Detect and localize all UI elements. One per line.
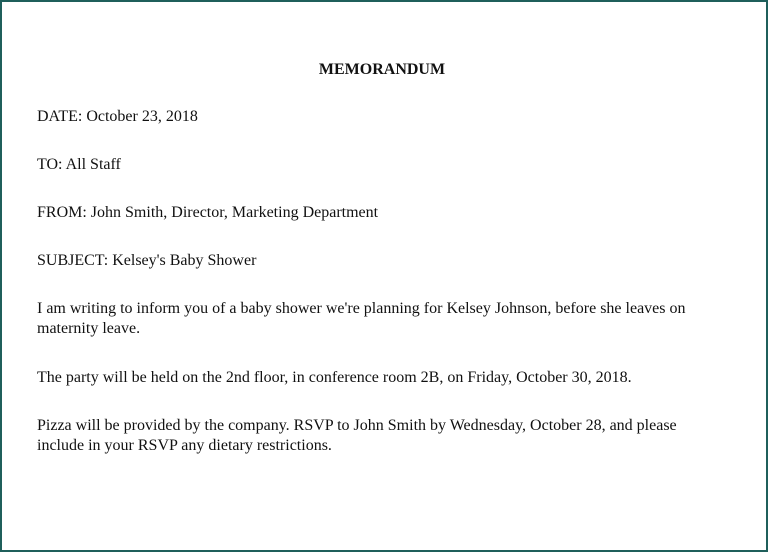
memo-content [37,60,727,485]
memo-title: MEMORANDUM [318,61,446,78]
memo-subject-line: SUBJECT: Kelsey's Baby Shower [37,252,257,269]
memo-paragraph-intro: I am writing to inform you of a baby shower we're planning for Kelsey Johnson, before she leaves on maternity leave. [37,300,686,337]
memo-date-line: DATE: October 23, 2018 [37,108,198,125]
memo-paragraph-rsvp: Pizza will be provided by the company. RSVP to John Smith by Wednesday, October 28, and please include in your RSVP any dietary restrictions. [37,417,677,454]
memo-paragraph-location: The party will be held on the 2nd floor, in conference room 2B, on Friday, October 30, 2018. [37,369,632,386]
memo-to-line: TO: All Staff [37,156,121,173]
memo-from-line: FROM: John Smith, Director, Marketing Department [37,204,379,221]
